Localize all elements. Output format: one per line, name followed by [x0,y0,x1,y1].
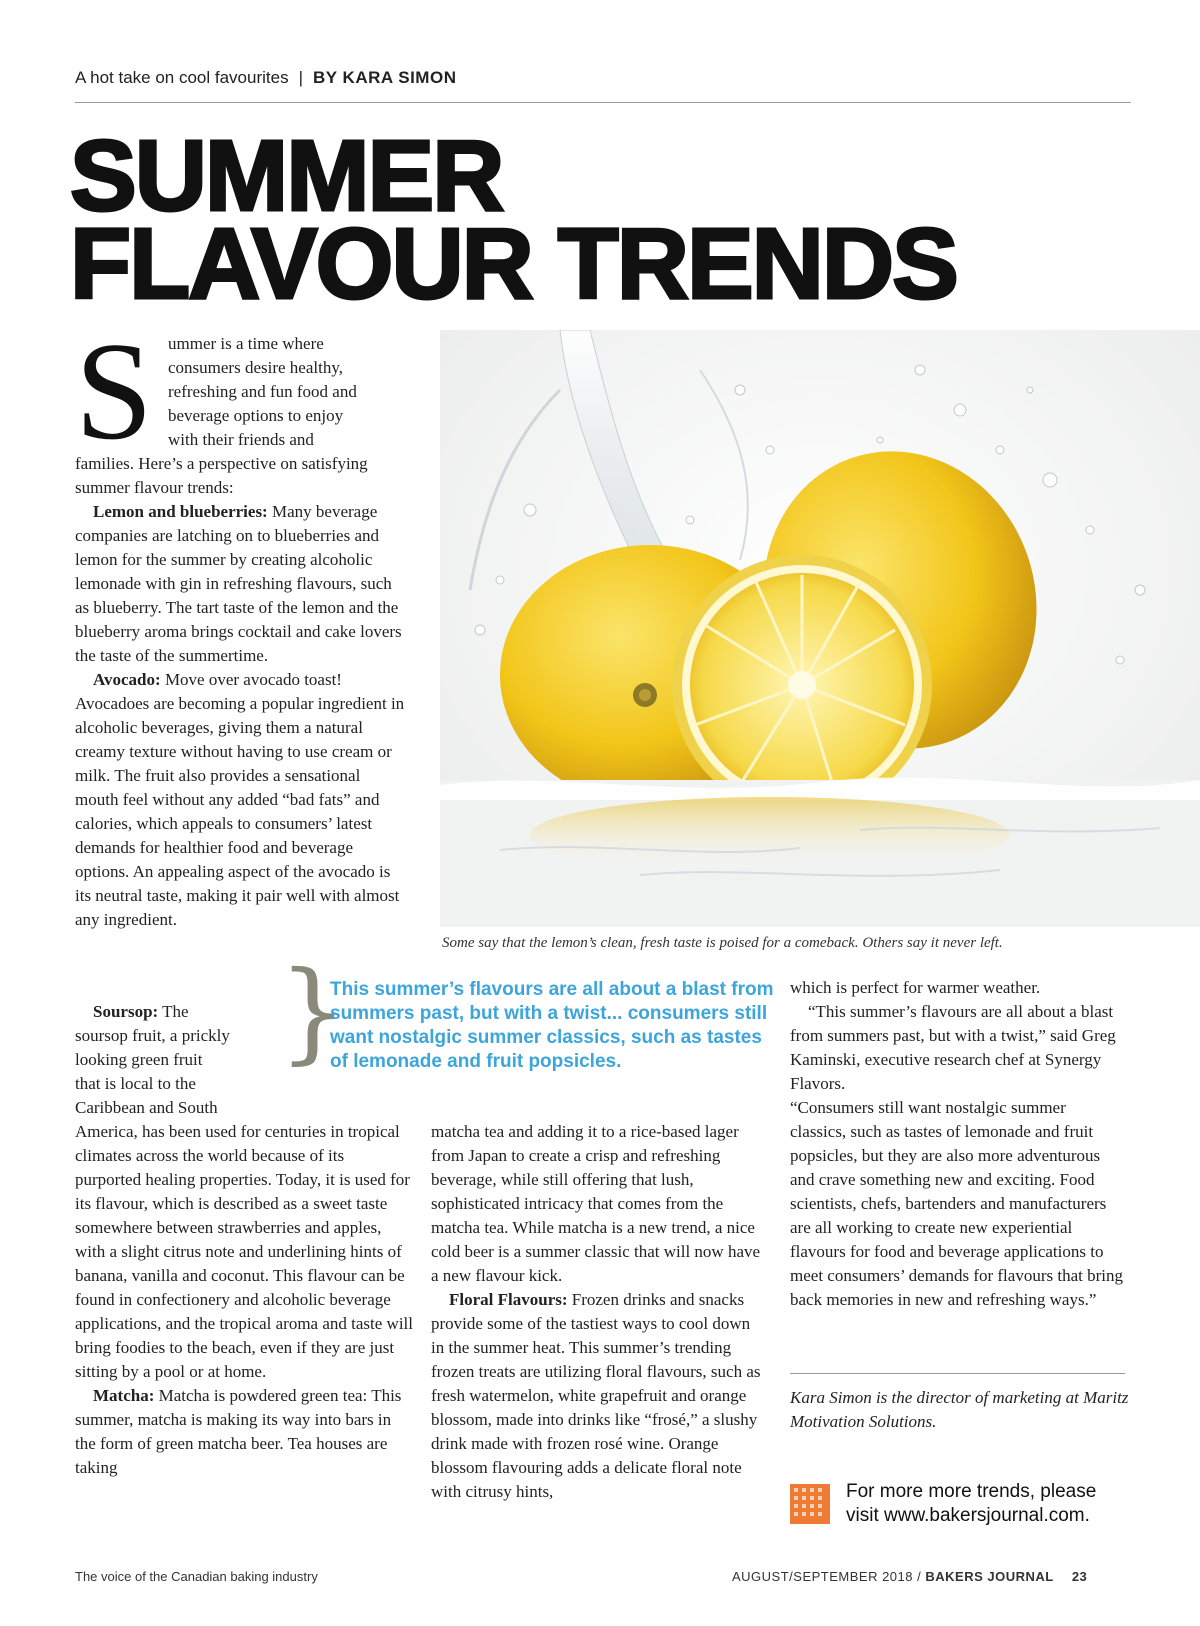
soursop-intro [75,1000,275,1120]
footer-issue: AUGUST/SEPTEMBER 2018 / [732,1569,922,1584]
quote-paragraph-2: “Consumers still want nostalgic summer classics, such as tastes of lemonade and fruit popsicles, but they are also more adventurous and crave something new and exciting. Food scientists, chefs, bartenders and manufacturers are all working to create new experiential flavours for food and beverage applications to meet consumers’ demands for flavours that bring back memories in new and refreshing ways.” [790,1098,1123,1309]
footer-magazine: BAKERS JOURNAL [925,1569,1054,1584]
quote-paragraph: “This summer’s flavours are all about a blast from summers past, but with a twist,” said Greg Kaminski, executive research chef at Synergy Flavors. [790,1002,1116,1093]
web-grid-icon [790,1484,830,1524]
matcha-paragraph [75,1384,413,1480]
matcha-heading: Matcha: [93,1386,155,1405]
kicker-separator: | [298,68,304,87]
soursop-line [75,1000,275,1024]
soursop-heading: Soursop: [93,1002,159,1021]
avocado-paragraph [75,668,407,932]
lemon-text: Many beverage companies are latching on to blueberries and lemon for the summer by creating alcoholic lemonade with gin in refreshing flavours, such as blueberry. The tart taste of the lemon and the blueberry aroma brings cocktail and cake lovers the taste of the summertime. [75,502,402,665]
intro-line: ummer is a time where [168,334,324,353]
pullquote-brace-icon: } [278,947,348,1075]
byline: BY KARA SIMON [313,68,457,87]
soursop-line: looking green fruit [75,1050,203,1069]
column-1-body [75,452,407,932]
intro-line: consumers desire healthy, [168,358,343,377]
floral-paragraph [431,1288,766,1504]
photo-caption: Some say that the lemon’s clean, fresh taste is poised for a comeback. Others say it never left. [442,935,1003,951]
soursop-line: that is local to the [75,1074,196,1093]
lemon-photo [440,330,1200,927]
title-line-1: SUMMER [70,120,503,232]
intro-line: refreshing and fun food and [168,382,357,401]
cta-line-2[interactable]: visit www.bakersjournal.com. [846,1505,1090,1526]
pull-quote: This summer’s flavours are all about a blast from summers past, but with a twist... consumers still want nostalgic summer classics, such as tastes of lemonade and fruit popsicles. [330,979,774,1072]
soursop-line: soursop fruit, a prickly [75,1026,230,1045]
intro-line: with their friends and [168,430,314,449]
matcha-continued: matcha tea and adding it to a rice-based lager from Japan to create a crisp and refreshing beverage, while still offering that lush, sophisticated intricacy that comes from the matcha tea. While matcha is a new trend, a nice cold beer is a summer classic that will now have a new flavour kick. [431,1122,761,1285]
bio-rule [790,1373,1125,1374]
lemon-paragraph [75,500,407,668]
intro-lines [168,332,408,452]
drop-cap: S [75,314,153,469]
footer-tagline: The voice of the Canadian baking industry [75,1569,318,1584]
floral-heading: Floral Flavours: [449,1290,568,1309]
page-number: 23 [1071,1569,1088,1584]
column-2-body [431,1120,766,1504]
cta-line-1: For more more trends, please [846,1481,1097,1502]
kicker-text: A hot take on cool favourites [75,68,289,87]
footer-folio [732,1569,1087,1584]
intro-paragraph: families. Here’s a perspective on satisfying summer flavour trends: [75,454,368,497]
lemon-illustration [440,330,1200,927]
cta-text[interactable] [846,1480,1096,1528]
column-3-body [790,976,1125,1312]
avocado-text: Move over avocado toast! Avocadoes are becoming a popular ingredient in alcoholic beverages, giving them a natural creamy texture without having to use cream or milk. The fruit also provides a sensational mouth feel without any added “bad fats” and calories, which appeals to consumers’ latest demands for healthier food and beverage options. An appealing aspect of the avocado is its neutral taste, making it pair well with almost any ingredient. [75,670,405,929]
col3-start: which is perfect for warmer weather. [790,978,1041,997]
matcha-text: Matcha is powdered green tea: This summer, matcha is making its way into bars in the form of green matcha beer. Tea houses are taking [75,1386,402,1477]
lemon-heading: Lemon and blueberries: [93,502,268,521]
soursop-line-text: The [162,1002,189,1021]
soursop-text: America, has been used for centuries in tropical climates across the world because of its purported healing properties. Today, it is used for its flavour, which is described as a sweet taste somewhere between strawberries and apples, with a slight citrus note and underlining hints of banana, vanilla and coconut. This flavour can be found in confectionery and alcoholic beverage applications, and the tropical aroma and taste will bring foodies to the beach, even if they are just sitting by a pool or at home. [75,1122,413,1381]
floral-text: Frozen drinks and snacks provide some of the tastiest ways to cool down in the summer heat. This summer’s trending frozen treats are utilizing floral flavours, such as fresh watermelon, white grapefruit and orange blossom, made into drinks like “frosé,” a slushy drink made with frozen rosé wine. Orange blossom flavouring adds a delicate floral note with citrusy hints, [431,1290,761,1501]
author-bio: Kara Simon is the director of marketing at Maritz Motivation Solutions. [790,1388,1129,1431]
kicker-line [75,68,456,88]
column-1-lower [75,1120,413,1480]
header-rule [75,102,1131,103]
title-line-2: FLAVOUR TRENDS [70,208,957,320]
intro-line: beverage options to enjoy [168,406,344,425]
soursop-line: Caribbean and South [75,1098,218,1117]
avocado-heading: Avocado: [93,670,161,689]
